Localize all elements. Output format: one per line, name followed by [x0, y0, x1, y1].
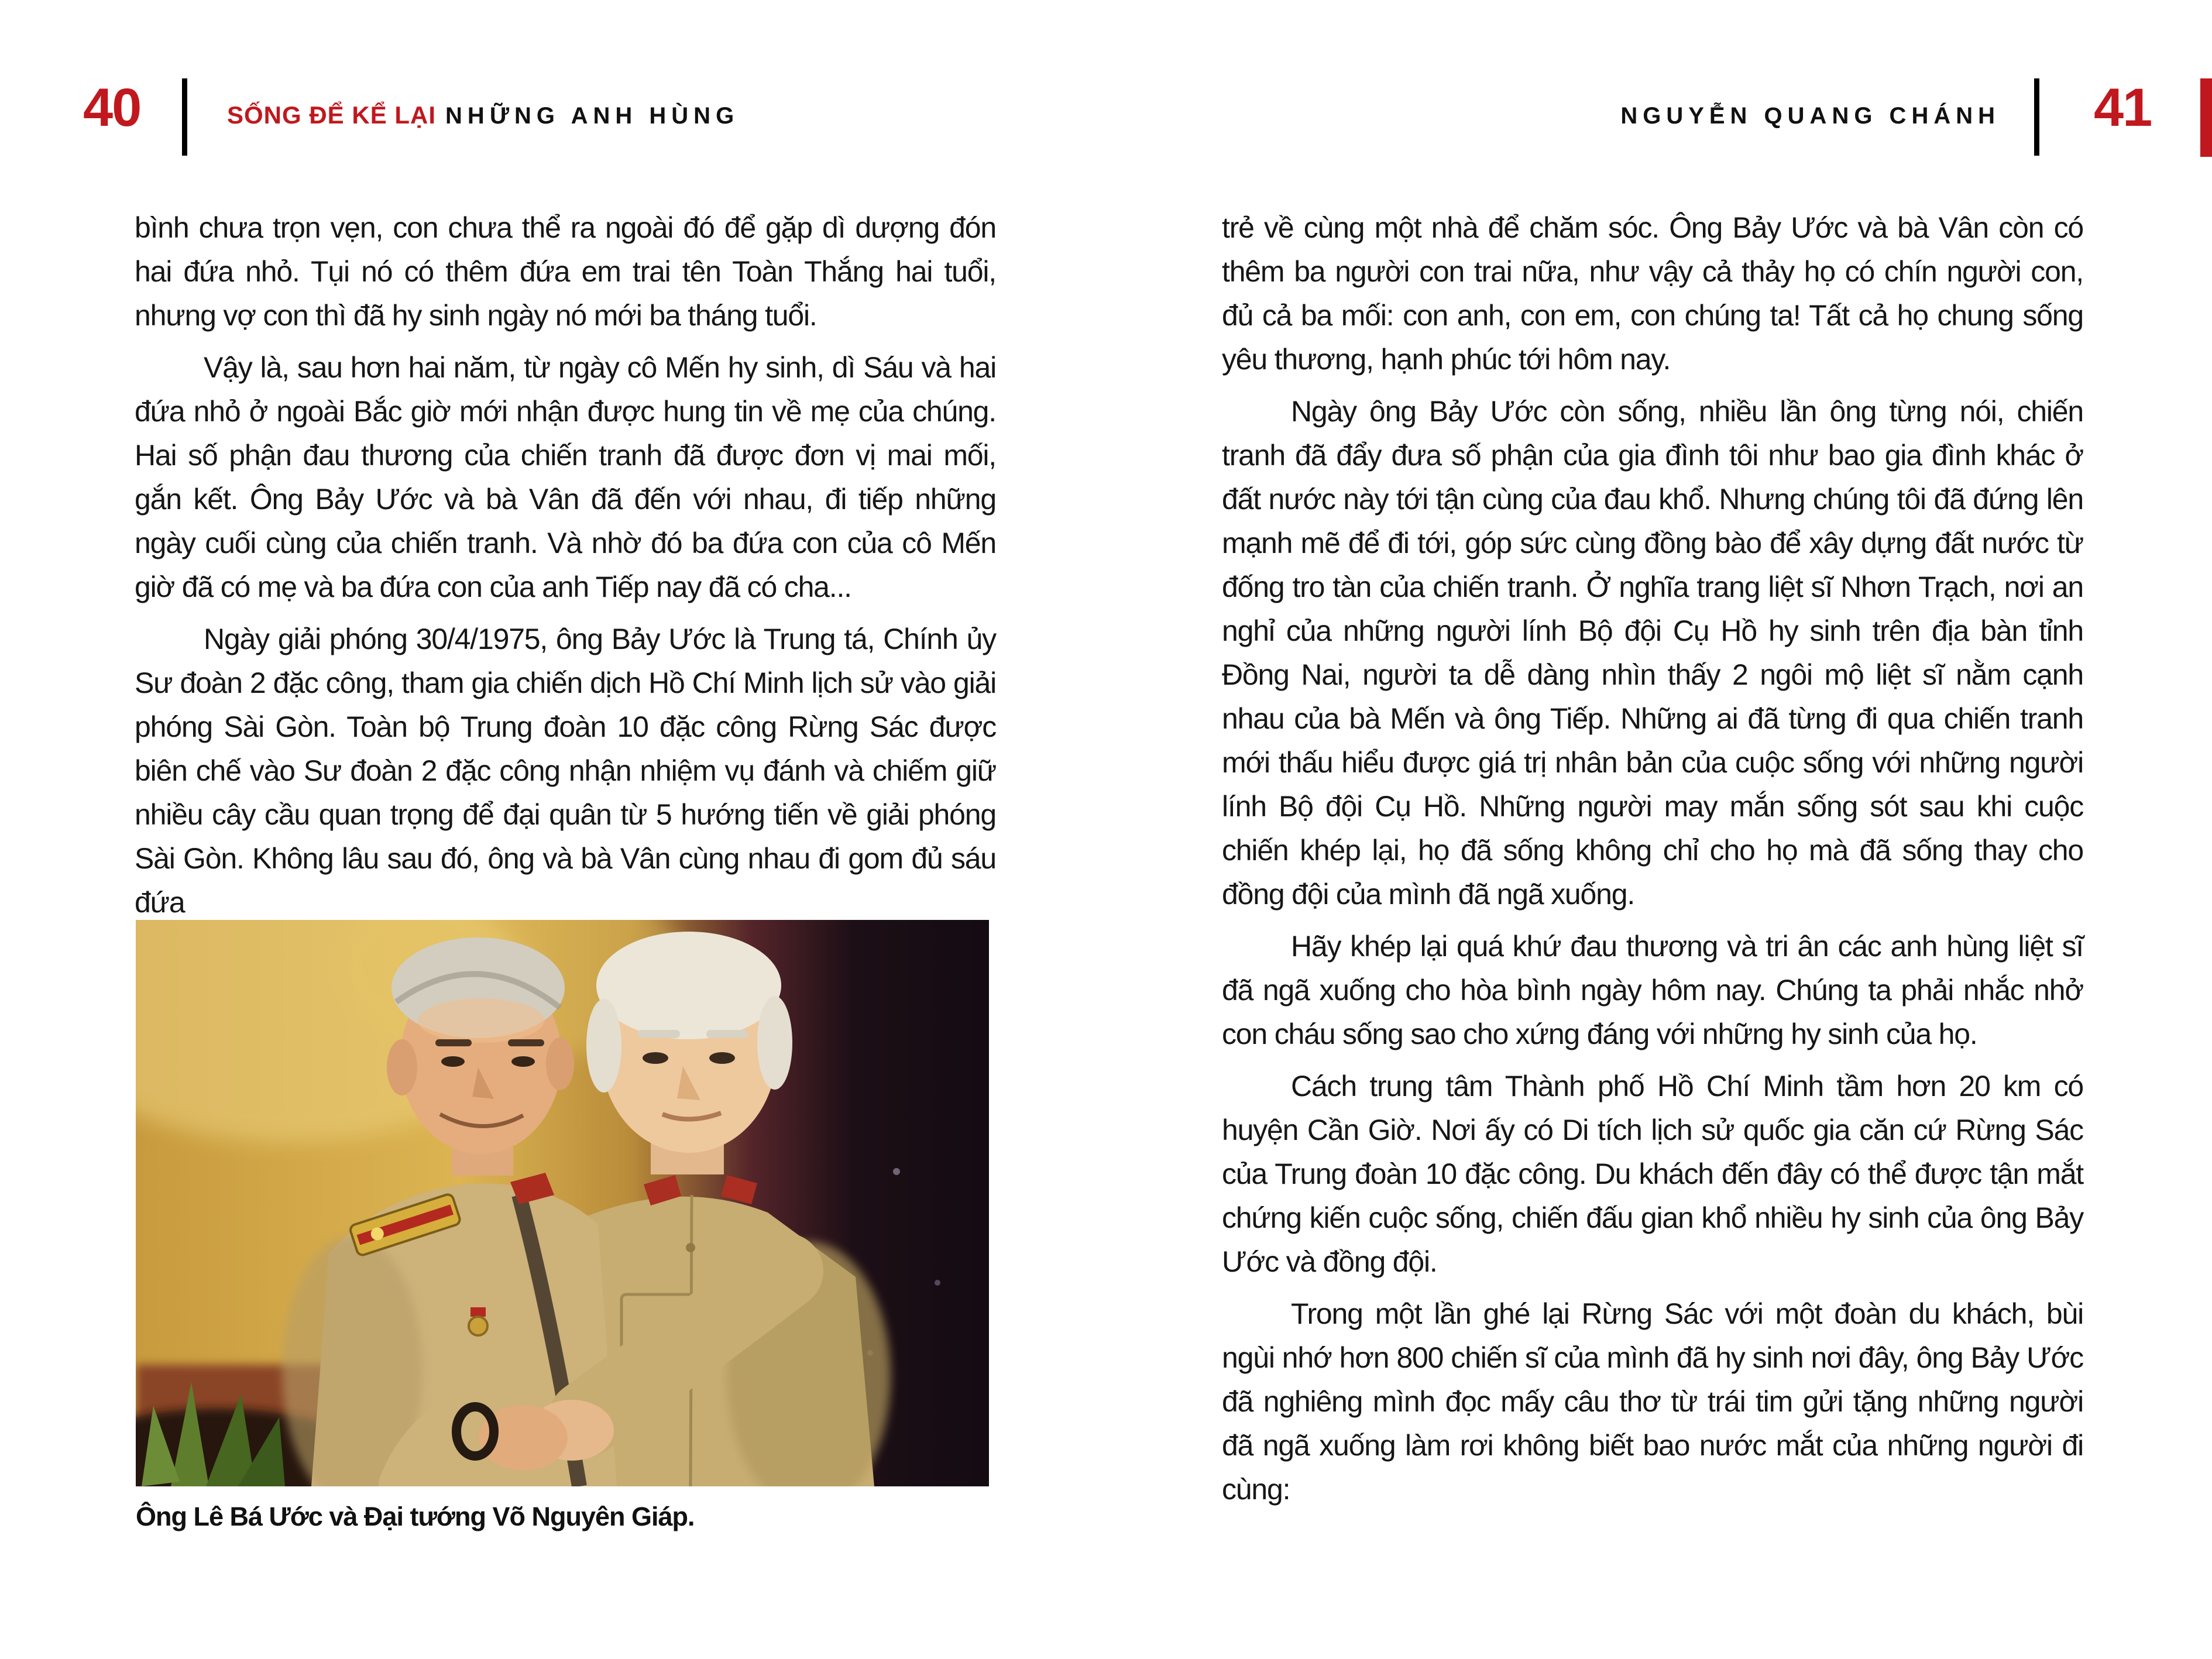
paragraph: Cách trung tâm Thành phố Hồ Chí Minh tầm hơn 20 km có huyện Cần Giờ. Nơi ấy có Di tích lịch sử quốc gia căn cứ Rừng Sác của Trung đoàn 10 đặc công. Du khách đến đây có thể được tận mắt chứng kiến cuộc sống, chiến đấu gian khổ nhiều hy sinh của ông Bảy Ước và đồng đội.	[1222, 1070, 2083, 1278]
left-page-text-column	[135, 206, 996, 933]
header-divider-right	[2034, 78, 2039, 156]
paragraph: trẻ về cùng một nhà để chăm sóc. Ông Bảy Ước và bà Vân còn có thêm ba người con trai nữa, như vậy cả thảy họ có chín người con, đủ cả ba mối: con anh, con em, con chúng ta! Tất cả họ chung sống yêu thương, hạnh phúc tới hôm nay.	[1222, 211, 2083, 376]
paragraph: Ngày giải phóng 30/4/1975, ông Bảy Ước là Trung tá, Chính ủy Sư đoàn 2 đặc công, tham gia chiến dịch Hồ Chí Minh lịch sử vào giải phóng Sài Gòn. Toàn bộ Trung đoàn 10 đặc công Rừng Sác được biên chế vào Sư đoàn 2 đặc công nhận nhiệm vụ đánh và chiếm giữ nhiều cây cầu quan trọng để đại quân từ 5 hướng tiến về giải phóng Sài Gòn. Không lâu sau đó, ông và bà Vân cùng nhau đi gom đủ sáu đứa	[135, 623, 996, 919]
running-title	[227, 103, 739, 128]
running-title-book: SỐNG ĐỂ KỂ LẠI	[227, 101, 437, 129]
paragraph: Vậy là, sau hơn hai năm, từ ngày cô Mến hy sinh, dì Sáu và hai đứa nhỏ ở ngoài Bắc giờ mới nhận được hung tin về mẹ của chúng. Hai số phận đau thương của chiến tranh đã được đơn vị mai mối, gắn kết. Ông Bảy Ước và bà Vân đã đến với nhau, đi tiếp những ngày cuối cùng của chiến tranh. Và nhờ đó ba đứa con của cô Mến giờ đã có mẹ và ba đứa con của anh Tiếp nay đã có cha...	[135, 351, 996, 603]
paragraph: Hãy khép lại quá khứ đau thương và tri ân các anh hùng liệt sĩ đã ngã xuống cho hòa bình ngày hôm nay. Chúng ta phải nhắc nhở con cháu sống sao cho xứng đáng với những hy sinh của họ.	[1222, 930, 2083, 1050]
header-divider-left	[182, 78, 187, 156]
paragraph: Trong một lần ghé lại Rừng Sác với một đoàn du khách, bùi ngùi nhớ hơn 800 chiến sĩ của mình đã hy sinh nơi đây, ông Bảy Ước đã nghiêng mình đọc mấy câu thơ từ trái tim gửi tặng những người đã ngã xuống làm rơi không biết bao nước mắt của những người đi cùng:	[1222, 1297, 2083, 1506]
paragraph: Ngày ông Bảy Ước còn sống, nhiều lần ông từng nói, chiến tranh đã đẩy đưa số phận của gia đình tôi như bao gia đình khác ở đất nước này tới tận cùng của đau khổ. Nhưng chúng tôi đã đứng lên mạnh mẽ để đi tới, góp sức cùng đồng bào để xây dựng đất nước từ đống tro tàn của chiến tranh. Ở nghĩa trang liệt sĩ Nhơn Trạch, nơi an nghỉ của những người lính Bộ đội Cụ Hồ hy sinh trên địa bàn tỉnh Đồng Nai, người ta dễ dàng nhìn thấy 2 ngôi mộ liệt sĩ nằm cạnh nhau của bà Mến và ông Tiếp. Những ai đã từng đi qua chiến tranh mới thấu hiểu được giá trị nhân bản của cuộc sống với những người lính Bộ đội Cụ Hồ. Những người may mắn sống sót sau khi cuộc chiến khép lại, họ đã sống không chỉ cho họ mà đã sống thay cho đồng đội của mình đã ngã xuống.	[1222, 395, 2083, 911]
photo-caption: Ông Lê Bá Ước và Đại tướng Võ Nguyên Giáp.	[136, 1502, 695, 1531]
photo-two-veterans	[136, 920, 989, 1486]
photo-figure	[136, 920, 989, 1532]
page-number-right: 41	[2094, 78, 2152, 138]
page-edge-marker	[2200, 78, 2212, 157]
right-page-text-column	[1222, 206, 2083, 1520]
page-number-left: 40	[83, 78, 141, 138]
paragraph: bình chưa trọn vẹn, con chưa thể ra ngoài đó để gặp dì dượng đón hai đứa nhỏ. Tụi nó có thêm đứa em trai tên Toàn Thắng hai tuổi, nhưng vợ con thì đã hy sinh ngày nó mới ba tháng tuổi.	[135, 211, 996, 332]
running-title-subtitle: NHỮNG ANH HÙNG	[445, 103, 740, 129]
running-author: NGUYỄN QUANG CHÁNH	[1620, 103, 2000, 129]
